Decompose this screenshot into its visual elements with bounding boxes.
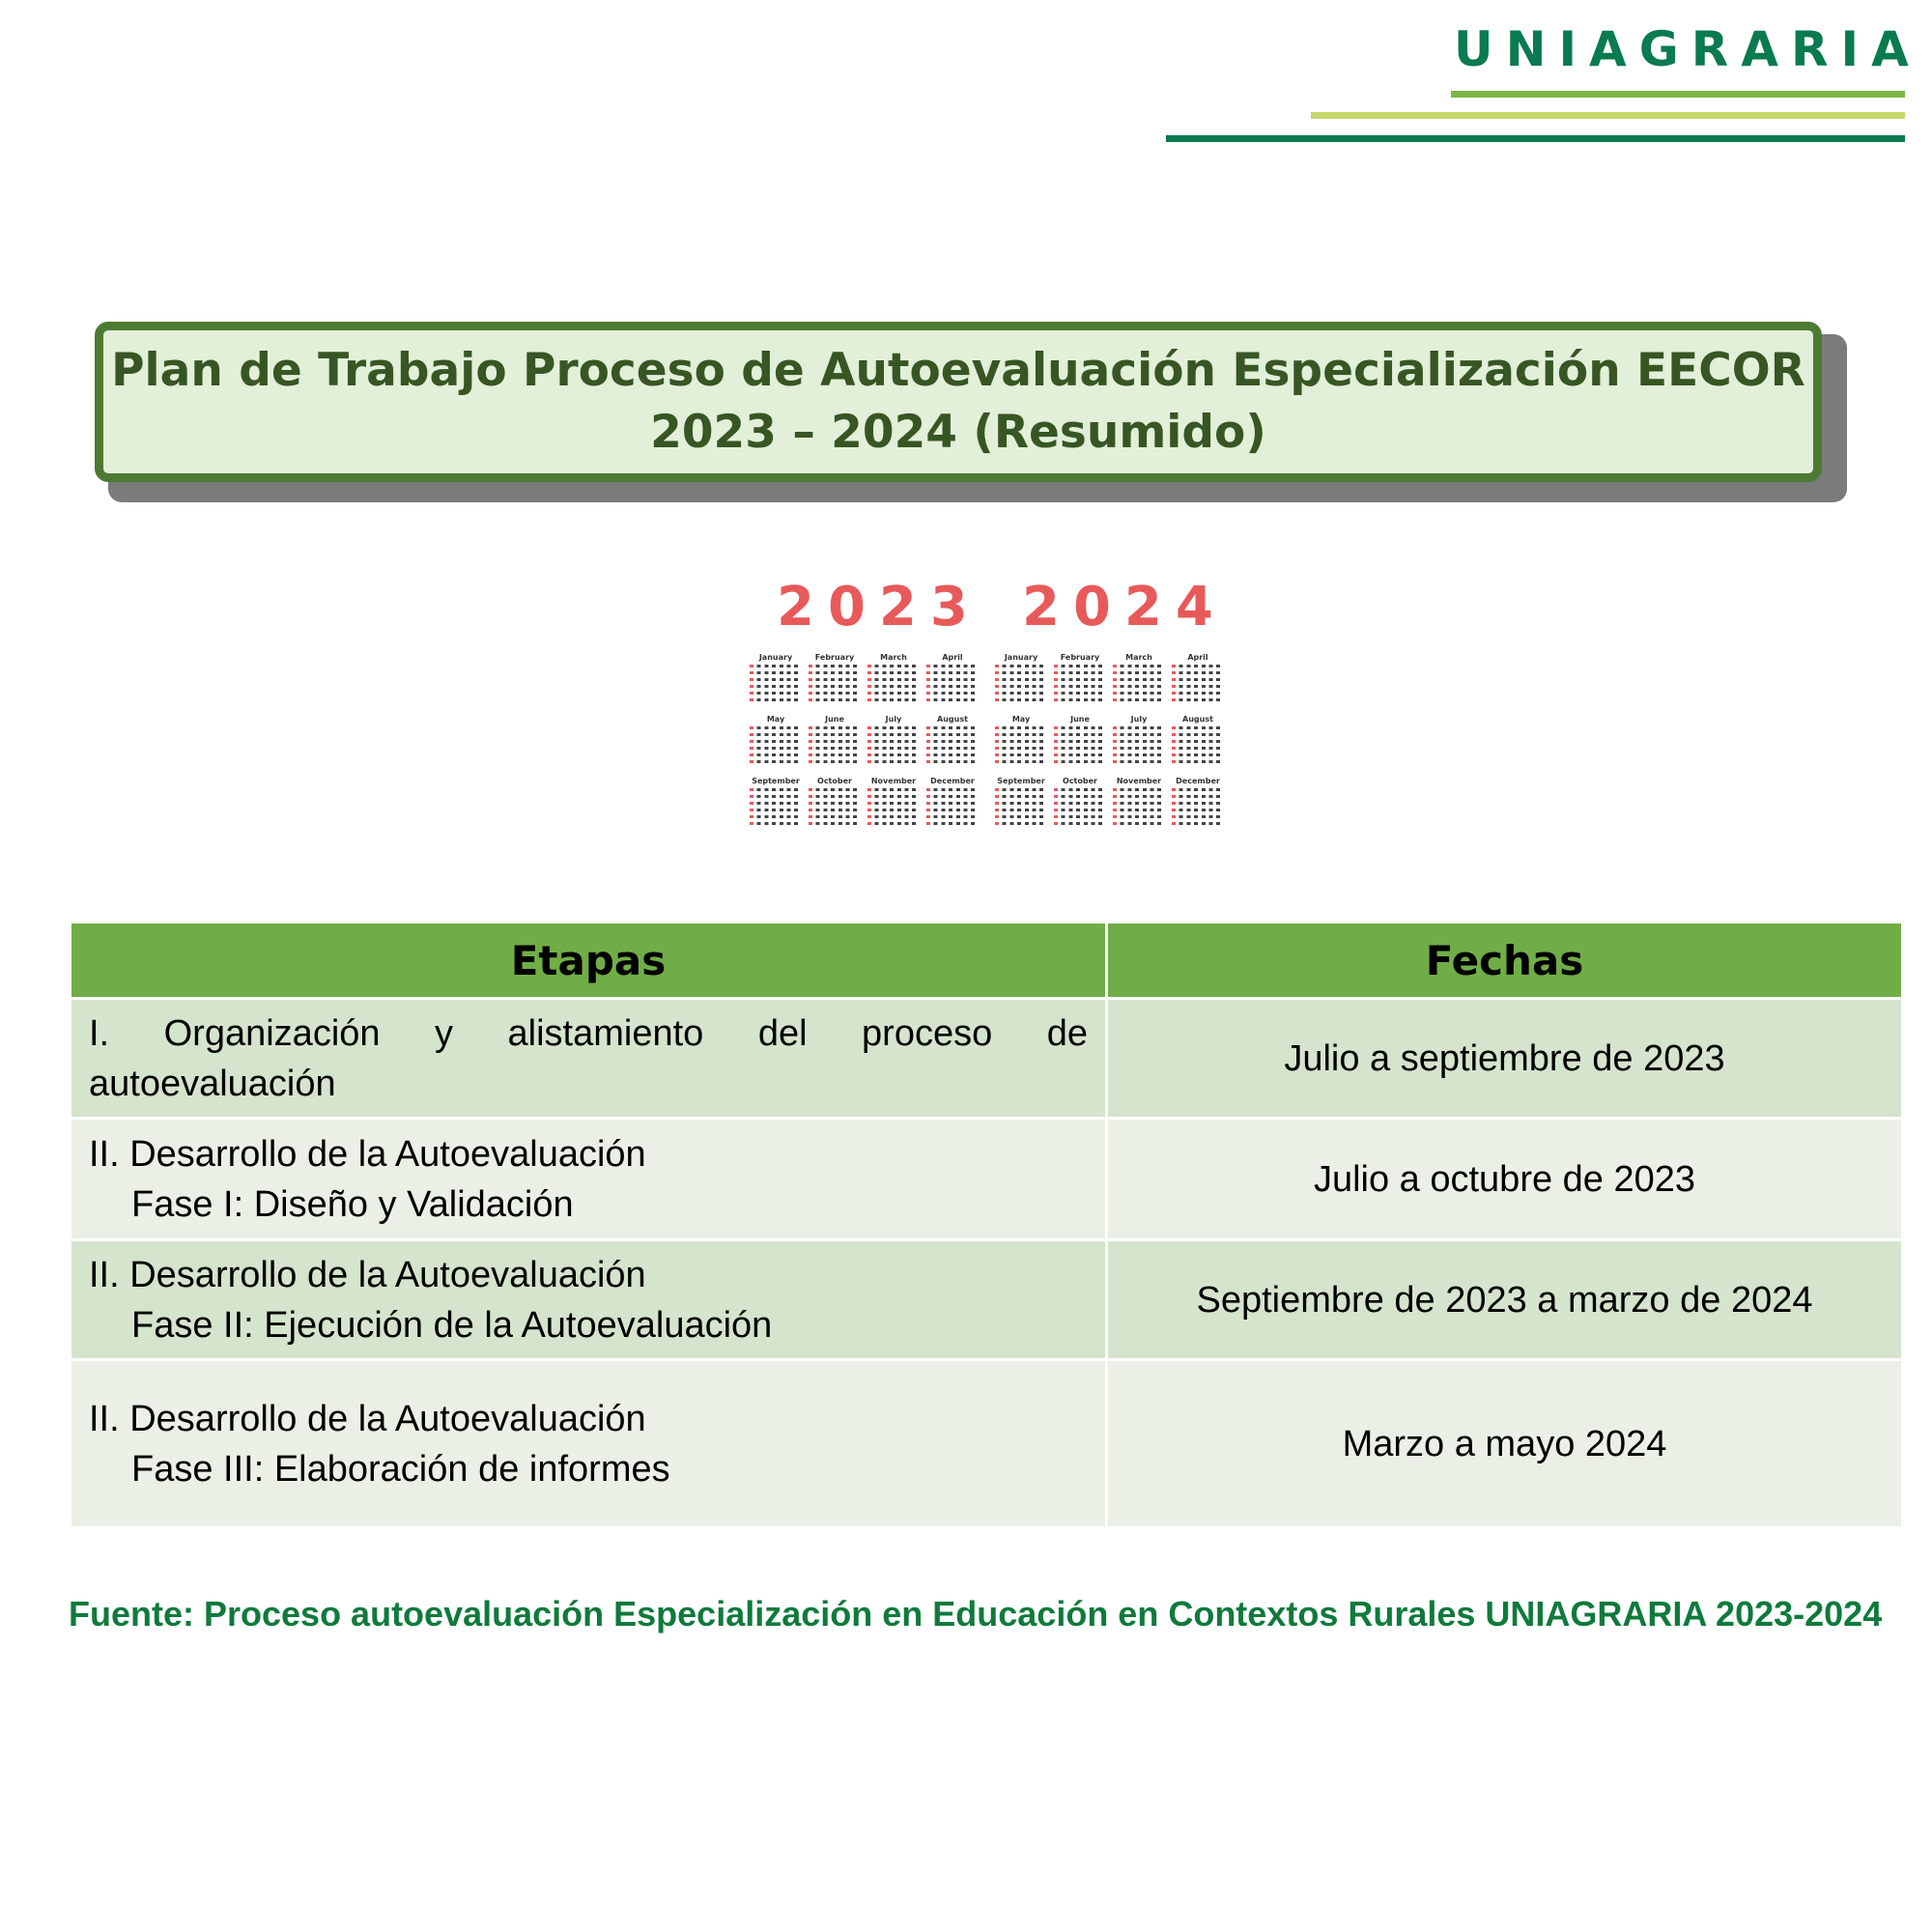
calendar-days [926, 788, 979, 829]
calendar-days [1054, 788, 1106, 829]
calendar-sundays [1172, 665, 1176, 705]
calendar-sundays [750, 726, 753, 767]
calendar-sundays [809, 788, 812, 829]
calendar-days [809, 788, 861, 829]
calendar-month-name: April [942, 653, 963, 662]
calendar-sundays [867, 788, 871, 829]
calendar-month-name: November [870, 777, 917, 785]
calendar-days [750, 726, 802, 767]
calendar-sundays [1054, 788, 1058, 829]
table-row [71, 1360, 1903, 1528]
calendar-month-name: July [1130, 715, 1148, 724]
calendar-days [867, 788, 920, 829]
etapa-phase: Fase II: Ejecución de la Autoevaluación [131, 1304, 773, 1346]
calendar-days [750, 788, 802, 829]
calendar-month-name: June [1070, 715, 1090, 724]
calendar-month-name: January [1004, 653, 1038, 662]
table-row [71, 1240, 1903, 1360]
calendar-month-name: March [880, 653, 907, 662]
fecha-cell: Septiembre de 2023 a marzo de 2024 [1107, 1240, 1903, 1360]
calendar-month [926, 715, 979, 771]
page-title [95, 322, 1822, 482]
etapa-cell [71, 1119, 1107, 1240]
calendar-sundays [926, 665, 930, 705]
calendar-month [1054, 715, 1106, 771]
calendar-month-name: December [1176, 777, 1220, 785]
calendar-month-name: April [1187, 653, 1208, 662]
calendar-month-name: July [885, 715, 902, 724]
calendar-month [809, 715, 861, 771]
brand-logo: UNIAGRARIA [1454, 21, 1921, 77]
source-note: Fuente: Proceso autoevaluación Especialización en Educación en Contextos Rurales UNIAGRARIA 2023-2024 [69, 1594, 1883, 1634]
calendar-month [867, 653, 920, 709]
calendar-month [1113, 653, 1165, 709]
calendar-sundays [926, 788, 930, 829]
calendar-month [995, 653, 1047, 709]
calendar-sundays [1054, 665, 1058, 705]
etapa-cell [71, 1240, 1107, 1360]
calendar-sundays [1172, 788, 1176, 829]
calendar-days [1054, 665, 1106, 705]
calendar-days [1172, 788, 1224, 829]
calendar-month [809, 653, 861, 709]
etapa-cell [71, 1360, 1107, 1528]
calendar-month [750, 777, 802, 833]
column-header-etapas: Etapas [71, 923, 1107, 999]
calendar-sundays [809, 726, 812, 767]
calendar-month-name: August [937, 715, 968, 724]
calendar-sundays [1172, 726, 1176, 767]
calendar-month-name: January [758, 653, 793, 662]
calendar-month [867, 715, 920, 771]
etapa-line-1: I. Organización y alistamiento del proceso de [89, 1012, 1088, 1054]
calendar-sundays [750, 665, 753, 705]
calendar-days [809, 726, 861, 767]
etapa-phase: Fase III: Elaboración de informes [131, 1448, 670, 1490]
calendar-sundays [1113, 726, 1117, 767]
calendar-sundays [1113, 788, 1117, 829]
calendar-grid-2024 [995, 653, 1227, 837]
calendar-month-name: May [766, 715, 785, 724]
calendar-days [995, 665, 1047, 705]
title-line-1: Plan de Trabajo Proceso de Autoevaluación Especialización EECOR [111, 344, 1805, 397]
calendar-days [1113, 788, 1165, 829]
calendar-days [926, 726, 979, 767]
calendar-month [1054, 777, 1106, 833]
title-line-2: 2023 – 2024 (Resumido) [650, 406, 1266, 459]
etapa-line-1: II. Desarrollo de la Autoevaluación [89, 1133, 646, 1175]
calendar-days [867, 665, 920, 705]
calendar-month [1172, 777, 1224, 833]
table-row [71, 999, 1903, 1119]
calendar-sundays [809, 665, 812, 705]
calendar-illustration [742, 576, 1236, 837]
calendar-month [926, 653, 979, 709]
calendar-month-name: February [1060, 653, 1100, 662]
calendar-sundays [995, 665, 999, 705]
calendar-month [867, 777, 920, 833]
calendar-sundays [867, 726, 871, 767]
calendar-month [1113, 715, 1165, 771]
calendar-days [995, 726, 1047, 767]
calendar-month-name: March [1125, 653, 1152, 662]
brand-stripe-3 [1166, 135, 1905, 142]
calendar-month [995, 715, 1047, 771]
calendar-month [995, 777, 1047, 833]
calendar-sundays [1113, 665, 1117, 705]
calendar-days [995, 788, 1047, 829]
brand-stripe-2 [1311, 112, 1905, 119]
calendar-month-name: October [1063, 777, 1097, 785]
calendar-month [750, 715, 802, 771]
calendar-grid-2023 [750, 653, 981, 837]
table-row [71, 1119, 1903, 1240]
calendar-month [1113, 777, 1165, 833]
calendar-month [926, 777, 979, 833]
brand-stripe-1 [1451, 91, 1905, 98]
etapa-phase: Fase I: Diseño y Validación [131, 1183, 574, 1225]
calendar-sundays [750, 788, 753, 829]
calendar-days [926, 665, 979, 705]
calendar-month-name: May [1011, 715, 1031, 724]
table-header-row [71, 923, 1903, 999]
calendar-month [1172, 653, 1224, 709]
calendar-sundays [995, 788, 999, 829]
calendar-month-name: September [752, 777, 800, 785]
calendar-month [750, 653, 802, 709]
calendar-days [1172, 726, 1224, 767]
fecha-cell: Marzo a mayo 2024 [1107, 1360, 1903, 1528]
calendar-days [1054, 726, 1106, 767]
calendar-year-2024: 2024 [1022, 576, 1227, 639]
calendar-month-name: September [997, 777, 1045, 785]
fecha-cell: Julio a septiembre de 2023 [1107, 999, 1903, 1119]
calendar-month-name: June [825, 715, 844, 724]
calendar-days [1113, 665, 1165, 705]
calendar-month-name: February [814, 653, 855, 662]
calendar-sundays [1054, 726, 1058, 767]
calendar-sundays [867, 665, 871, 705]
plan-table [69, 921, 1904, 1529]
calendar-month [1172, 715, 1224, 771]
calendar-month-name: December [930, 777, 975, 785]
calendar-month-name: October [817, 777, 852, 785]
column-header-fechas: Fechas [1107, 923, 1903, 999]
calendar-days [750, 665, 802, 705]
calendar-month [1054, 653, 1106, 709]
fecha-cell: Julio a octubre de 2023 [1107, 1119, 1903, 1240]
calendar-days [1172, 665, 1224, 705]
calendar-sundays [995, 726, 999, 767]
calendar-days [1113, 726, 1165, 767]
calendar-year-2023: 2023 [777, 576, 981, 639]
calendar-days [809, 665, 861, 705]
etapa-cell [71, 999, 1107, 1119]
calendar-days [867, 726, 920, 767]
calendar-month [809, 777, 861, 833]
etapa-line-1: II. Desarrollo de la Autoevaluación [89, 1254, 646, 1295]
calendar-month-name: November [1116, 777, 1162, 785]
etapa-line-2: autoevaluación [89, 1063, 336, 1104]
calendar-sundays [926, 726, 930, 767]
etapa-line-1: II. Desarrollo de la Autoevaluación [89, 1398, 646, 1439]
calendar-month-name: August [1182, 715, 1213, 724]
